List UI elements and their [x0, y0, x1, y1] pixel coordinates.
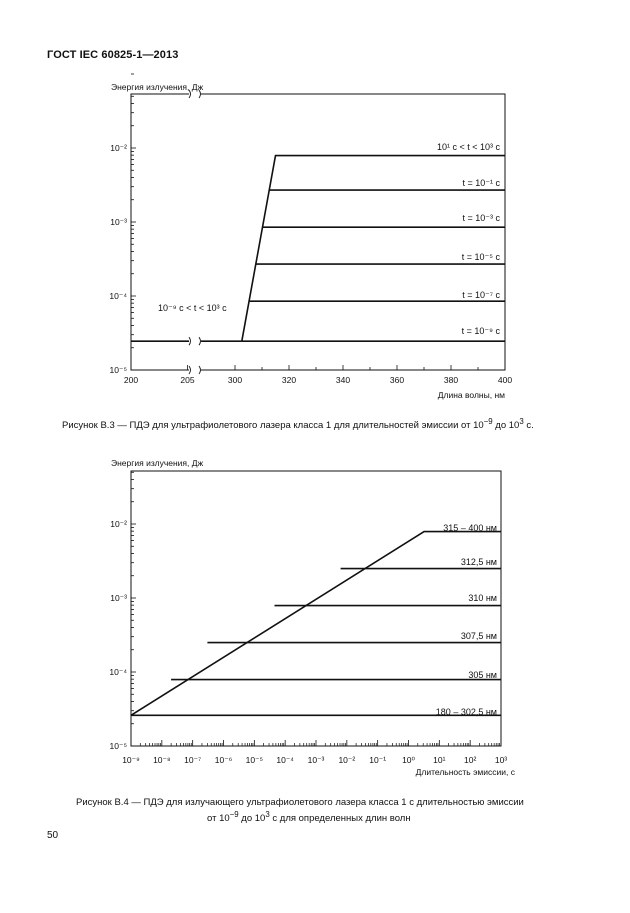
x-tick-label: 300 [227, 375, 243, 385]
x-axis-title: Длительность эмиссии, с [415, 767, 515, 777]
x-tick-label: 10⁻⁷ [184, 755, 202, 765]
figure-b3-caption: Рисунок В.3 — ПДЭ для ультрафиолетового лазера класса 1 для длительностей эмиссии от $10^{-9}$ до $10^3$ с. [62, 417, 534, 432]
x-axis-title: Длина волны, нм [437, 390, 505, 400]
y-tick-label: 10⁻³ [110, 217, 127, 227]
x-tick-label: 340 [335, 375, 351, 385]
y-tick-label: 10⁻³ [110, 593, 127, 603]
chart-frame [131, 471, 501, 746]
x-tick-label: 360 [389, 375, 405, 385]
x-tick-label: 10⁻⁸ [153, 755, 171, 765]
series-label: 180 – 302,5 нм [435, 707, 497, 717]
y-tick-label: 10⁻² [110, 143, 127, 153]
y-tick-label: 10⁻⁴ [109, 291, 127, 301]
series-label: 315 – 400 нм [443, 523, 497, 533]
series-label: 310 нм [468, 593, 497, 603]
series-line [131, 532, 501, 716]
x-tick-label: 10¹ [433, 755, 446, 765]
document-header: ГОСТ IEC 60825-1—2013 [47, 49, 179, 61]
figure-b4-caption-line2: от $10^{-9}$ до $10^3$ с для определенных длин волн [207, 810, 411, 825]
x-tick-label: 10⁻⁵ [245, 755, 264, 765]
x-tick-label: 10⁻³ [307, 755, 325, 765]
x-tick-label: 380 [443, 375, 459, 385]
x-tick-label: 205 [180, 375, 195, 385]
series-label: 305 нм [468, 670, 497, 680]
y-tick-label: 10⁻⁴ [109, 667, 127, 677]
figure-b4-caption-line1: Рисунок В.4 — ПДЭ для излучающего ультрафиолетового лазера класса 1 с длительностью эмиссии [76, 797, 524, 808]
x-tick-label: 200 [123, 375, 139, 385]
x-tick-label: 10⁻² [338, 755, 356, 765]
y-axis-title: Энергия излучения, Дж [111, 458, 204, 468]
y-axis-title: Энергия излучения, Дж [111, 82, 204, 92]
x-tick-label: 10² [464, 755, 477, 765]
series-label: t = 10⁻¹ с [462, 178, 500, 188]
x-tick-label: 10⁻⁴ [276, 755, 294, 765]
series-label: t = 10⁻³ с [462, 213, 500, 223]
series-label: 312,5 нм [460, 557, 497, 567]
series-label: 10⁻⁹ с < t < 10³ с [158, 303, 227, 313]
y-tick-label: 10⁻² [110, 519, 127, 529]
chart-frame [131, 94, 505, 370]
x-tick-label: 10⁰ [402, 755, 415, 765]
x-tick-label: 320 [281, 375, 297, 385]
y-tick-label: 10⁻⁵ [109, 365, 127, 375]
series-label: t = 10⁻⁷ с [462, 290, 500, 300]
series-label: 10¹ с < t < 10³ с [436, 142, 500, 152]
x-tick-label: 400 [497, 375, 513, 385]
x-tick-label: 10⁻¹ [369, 755, 387, 765]
x-tick-label: 10³ [494, 755, 508, 765]
series-label: t = 10⁻⁵ с [461, 252, 500, 262]
x-tick-label: 10⁻⁹ [122, 755, 140, 765]
y-tick-label: 10⁻⁵ [109, 741, 127, 751]
series-label: t = 10⁻⁹ с [461, 326, 500, 336]
x-tick-label: 10⁻⁶ [214, 755, 233, 765]
page-number: 50 [47, 830, 59, 841]
series-label: 307,5 нм [460, 631, 497, 641]
